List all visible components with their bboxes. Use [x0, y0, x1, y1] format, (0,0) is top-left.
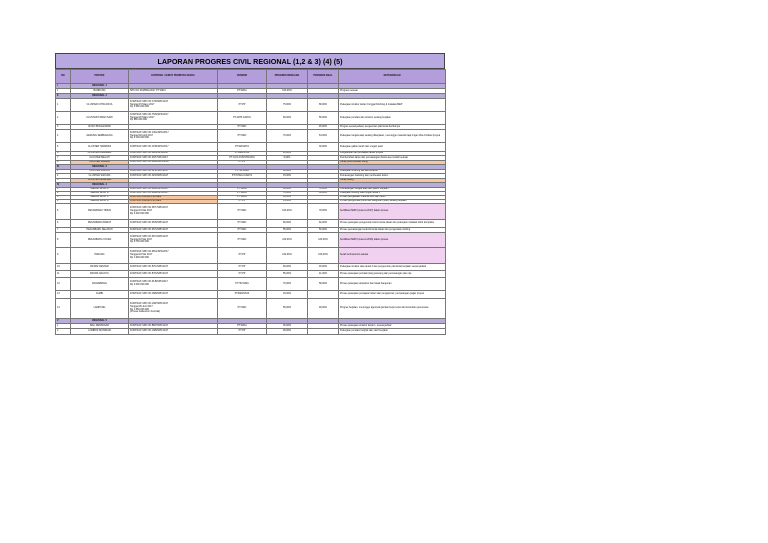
- cell-progres-real: [308, 329, 339, 335]
- cell-keterangan: Pekerjaan dinding bata ringan lantai 2: [339, 192, 446, 196]
- cell-no: I: [56, 84, 71, 89]
- cell-keterangan: Proses pekerjaan struktur lantai 1, sesuai jadwal: [339, 324, 446, 329]
- cell-keterangan: Proses pengadaan material besi dan beton: [339, 196, 446, 200]
- cell-keterangan: Proses pemasangan keramik lantai dasar dan pengecatan dinding: [339, 228, 446, 233]
- cell-kontrak: KONTRAK SPK NO.LMP/SPK/2017 Tanggal 05 Juni 2017 Rp 1.650.000.000 (Proses Addendum Kontrak): [129, 299, 218, 319]
- cell-vendor: PT.NRC: [218, 125, 267, 130]
- cell-proyek: CLUSTER CITRA RAYA: [71, 99, 129, 112]
- cell-proyek: REGIONAL 1: [71, 84, 129, 89]
- cell-progres-real: 48,00%: [308, 299, 339, 319]
- cell-kontrak: KONTRAK SPK NO.PKU/SPK/2017 Tanggal 18 Mei 2017 Rp 2.750.000.000: [129, 233, 218, 248]
- cell-progres-rencana: 15,00%: [267, 174, 308, 179]
- cell-kontrak: KONTRAK SPK NO.BTN/SPK/2017: [129, 271, 218, 278]
- cell-proyek: MEDAN BLOK D: [71, 200, 129, 204]
- cell-kontrak: KONTRAK SPK NO.ANG/SPK/2017: [129, 152, 218, 156]
- column-header-proyek: PROYEK: [71, 70, 129, 84]
- cell-vendor: PT.PP: [218, 161, 267, 165]
- cell-progres-real: 78,00%: [308, 188, 339, 192]
- cell-vendor: PT.PP: [218, 200, 267, 204]
- cell-proyek: PEKANBARU TIMUR: [71, 204, 129, 220]
- header-row: [56, 70, 446, 84]
- cell-vendor: PT.WIKA: [218, 89, 267, 94]
- cell-proyek: BALI DENPASAR: [71, 324, 129, 329]
- table-row: [56, 264, 446, 271]
- table-row: [56, 99, 446, 112]
- cell-no: 8: [56, 161, 71, 165]
- cell-keterangan: Proses pekerjaan arsitektur dan fasad bangunan: [339, 278, 446, 291]
- cell-progres-rencana: 9,00%: [267, 156, 308, 161]
- cell-kontrak: KONTRAK SPK NO.GSG/SPK/2017 Tanggal 02 April 2017 Rp 2.100.000.000: [129, 130, 218, 143]
- column-header-vendor: VENDOR: [218, 70, 267, 84]
- cell-progres-rencana: 36,00%: [267, 324, 308, 329]
- cell-progres-real: 64,00%: [308, 130, 339, 143]
- table-row: [56, 233, 446, 248]
- cell-proyek: PEKANBARU UTARA: [71, 233, 129, 248]
- cell-progres-rencana: 100,00%: [267, 248, 308, 264]
- cell-progres-rencana: 100,00%: [267, 233, 308, 248]
- cell-proyek: JAMBI: [71, 291, 129, 299]
- cell-keterangan: Pekerjaan pondasi dan struktur sedang berjalan: [339, 112, 446, 125]
- cell-proyek: LAMPUNG: [71, 299, 129, 319]
- table-row: [56, 143, 446, 152]
- cell-proyek: MEDAN BLOK B: [71, 192, 129, 196]
- cell-kontrak: KONTRAK SPK NO.CHR/SPK/2017: [129, 143, 218, 152]
- cell-vendor: PT.HUTAMA: [218, 170, 267, 174]
- cell-progres-rencana: 100,00%: [267, 89, 308, 94]
- cell-proyek: REGIONAL 3: [71, 165, 129, 170]
- cell-no: 8: [56, 233, 71, 248]
- cell-no: 1: [56, 324, 71, 329]
- cell-proyek: RUKO BOULEVARD: [71, 125, 129, 130]
- cell-kontrak: KONTRAK SPK NO.JMB/SPK/2017: [129, 291, 218, 299]
- cell-keterangan: Pekerjaan struktur atas lantai 3 dan pengecoran plat lantai berjalan sesuai jadwal: [339, 264, 446, 271]
- cell-keterangan: Pemasangan rangka atap dan plafon berjalan: [339, 188, 446, 192]
- table-row: [56, 271, 446, 278]
- cell-keterangan: Pekerjaan galian tanah dan urugan pasir: [339, 143, 446, 152]
- cell-proyek: BATAM NAGOYA: [71, 271, 129, 278]
- spreadsheet: [55, 53, 445, 335]
- cell-keterangan: Proses pengurusan perizinan bangunan (IMB) sedang berjalan: [339, 200, 446, 204]
- cell-progres-rencana: 15,00%: [267, 200, 308, 204]
- cell-kontrak: KONTRAK SPK NO.PLB/SPK/2017 Rp 2.000.000.000: [129, 278, 218, 291]
- cell-progres-rencana: 100,00%: [267, 204, 308, 220]
- cell-proyek: PADANG: [71, 248, 129, 264]
- cell-vendor: PT.WIKA: [218, 188, 267, 192]
- column-header-progres-rencana: PROGRES RENCANA: [267, 70, 308, 84]
- cell-proyek: CLUSTER MELATI: [71, 156, 129, 161]
- cell-keterangan: Proses pekerjaan pengecoran kolom lantai dasar dan pekerjaan instalasi listrik kompleks: [339, 220, 446, 228]
- cell-vendor: PT.ISTAKA KARYA: [218, 174, 267, 179]
- cell-no: 4: [56, 130, 71, 143]
- cell-progres-real: 62,00%: [308, 220, 339, 228]
- cell-kontrak: SPK NO.234/BDG/2017 PT.WIKA: [129, 89, 218, 94]
- table-row: [56, 248, 446, 264]
- cell-no: 1: [56, 89, 71, 94]
- cell-no: 6: [56, 220, 71, 228]
- cell-no: 14: [56, 299, 71, 319]
- cell-proyek: PEKANBARU SELATAN: [71, 228, 129, 233]
- cell-vendor: PT.PP: [218, 329, 267, 335]
- cell-no: 3: [56, 125, 71, 130]
- cell-proyek: REGIONAL 2: [71, 94, 129, 99]
- cell-keterangan: Sertifikasi SMK3 (Lisensi 2017) dalam proses: [339, 204, 446, 220]
- table-row: [56, 278, 446, 291]
- cell-vendor: PT.HUTAMA: [218, 278, 267, 291]
- column-header-kontrak: KONTRAK / SURAT PERINTAH KERJA: [129, 70, 218, 84]
- cell-keterangan: Tahap lelang: [339, 179, 446, 183]
- cell-progres-real: 68,00%: [308, 99, 339, 112]
- cell-kontrak: KONTRAK SPK NO.BTC/SPK/2017: [129, 264, 218, 271]
- cell-proyek: CLUSTER DAHLIA: [71, 170, 129, 174]
- cell-vendor: PT.ADHI KARYA: [218, 112, 267, 125]
- cell-progres-real: 100,00%: [308, 248, 339, 264]
- cell-no: 11: [56, 271, 71, 278]
- cell-keterangan: Tahap perencanaan ulang: [339, 161, 446, 165]
- cell-vendor: PT.NRC: [218, 204, 267, 220]
- cell-vendor: PT.PP: [218, 248, 267, 264]
- cell-keterangan: Pekerjaan rangka atap sedang dikerjakan, menunggu material baja ringan tiba di lokasi proyek: [339, 130, 446, 143]
- cell-keterangan: Proses pekerjaan persiapan lahan dan pengukuran, pemasangan pagar proyek: [339, 291, 446, 299]
- cell-progres-rencana: 55,00%: [267, 228, 308, 233]
- cell-progres-rencana: 75,00%: [267, 99, 308, 112]
- cell-keterangan: Pekerjaan struktur lantai 2 tinggal finishing & instalasi MEP: [339, 99, 446, 112]
- cell-proyek: CLUSTER MAWAR: [71, 161, 129, 165]
- cell-kontrak: KONTRAK DALAM PROSES: [129, 200, 218, 204]
- cell-proyek: REGIONAL 4: [71, 183, 129, 188]
- cell-progres-rencana: 55,00%: [267, 271, 308, 278]
- cell-no: 3: [56, 196, 71, 200]
- cell-progres-real: 45,00%: [308, 264, 339, 271]
- cell-kontrak: KONTRAK SPK NO.PKB/SPK/2017: [129, 220, 218, 228]
- cell-no: 2: [56, 192, 71, 196]
- cell-progres-real: 45,00%: [308, 125, 339, 130]
- cell-keterangan: Progres sesuai jadwal, pengecoran plat lantai berikutnya: [339, 125, 446, 130]
- cell-kontrak: KONTRAK SPK NO.PDG/SPK/2017 Tanggal 22 Mei 2017 Rp 1.900.000.000: [129, 248, 218, 264]
- table-body: [56, 70, 446, 335]
- cell-keterangan: Proses pekerjaan pondasi tiang pancang dan pemasangan pile cap: [339, 271, 446, 278]
- table-row: [56, 329, 446, 335]
- report-title: LAPORAN PROGRES CIVIL REGIONAL (1,2 & 3) (4) (5): [55, 53, 445, 69]
- cell-proyek: CLUSTER HARMONI: [71, 143, 129, 152]
- cell-proyek: REGIONAL 5: [71, 319, 129, 324]
- cell-progres-rencana: 66,00%: [267, 220, 308, 228]
- cell-vendor: PT.NRC: [218, 220, 267, 228]
- cell-progres-real: 58,00%: [308, 278, 339, 291]
- cell-no: 10: [56, 264, 71, 271]
- cell-no: II: [56, 94, 71, 99]
- cell-no: 13: [56, 291, 71, 299]
- cell-progres-rencana: 40,00%: [267, 196, 308, 200]
- cell-no: 5: [56, 143, 71, 152]
- cell-progres-rencana: 28,00%: [267, 329, 308, 335]
- cell-vendor: PT.BRANTAS: [218, 152, 267, 156]
- cell-kontrak: KONTRAK SPK NO.TMS/SPK/2017 Tanggal 20 Maret 2017 Rp 980.000.000: [129, 112, 218, 125]
- table-row: [56, 291, 446, 299]
- cell-keterangan: Progres berjalan, menunggu approval gambar kerja revisi dari konsultan perencana: [339, 299, 446, 319]
- cell-proyek: CLUSTER SAKURA: [71, 174, 129, 179]
- cell-progres-rencana: 70,00%: [267, 192, 308, 196]
- cell-kontrak: KONTRAK SPK NO.MDA/SPK/2017: [129, 188, 218, 192]
- cell-keterangan: Pemasangan bekisting dan pembesian kolom: [339, 174, 446, 179]
- cell-progres-rencana: 15,00%: [267, 291, 308, 299]
- cell-keterangan: Pengukuran dan persiapan lahan proyek: [339, 152, 446, 156]
- cell-kontrak: KONTRAK SPK NO.MLT/SPK/2017: [129, 156, 218, 161]
- cell-progres-rencana: 85,00%: [267, 188, 308, 192]
- cell-proyek: PALEMBANG: [71, 278, 129, 291]
- cell-progres-real: 50,00%: [308, 228, 339, 233]
- cell-kontrak: KONTRAK SPK NO.LMB/SPK/2017: [129, 329, 218, 335]
- cell-no: 9: [56, 248, 71, 264]
- progress-table: [55, 69, 446, 335]
- cell-vendor: PT.JAYA KONSTRUKSI: [218, 156, 267, 161]
- cell-progres-rencana: 60,00%: [267, 264, 308, 271]
- cell-kontrak: KONTRAK SPK NO.SKR/SPK/2017: [129, 174, 218, 179]
- cell-vendor: PT.PP: [218, 271, 267, 278]
- cell-no: 4: [56, 200, 71, 204]
- cell-kontrak: KONTRAK SPK NO.DHL/SPK/2017: [129, 170, 218, 174]
- cell-no: 2: [56, 112, 71, 125]
- cell-keterangan: Progress selesai: [339, 89, 446, 94]
- column-header-no: NO: [56, 70, 71, 84]
- cell-progres-real: 41,00%: [308, 271, 339, 278]
- cell-vendor: PT.NRC: [218, 130, 267, 143]
- cell-no: 1: [56, 188, 71, 192]
- cell-kontrak: KONTRAK DALAM PROSES: [129, 196, 218, 200]
- cell-progres-rencana: 88,00%: [267, 170, 308, 174]
- cell-no: IV: [56, 183, 71, 188]
- cell-no: 6: [56, 152, 71, 156]
- cell-progres-real: 30,00%: [308, 143, 339, 152]
- cell-no: 7: [56, 156, 71, 161]
- cell-keterangan: Pekerjaan pondasi footplat dan sloof berjalan: [339, 329, 446, 335]
- cell-no: 2: [56, 329, 71, 335]
- table-row: [56, 130, 446, 143]
- cell-proyek: MEDAN BLOK A: [71, 188, 129, 192]
- cell-keterangan: Pekerjaan finishing cat dan keramik: [339, 170, 446, 174]
- cell-proyek: LOMBOK MATARAM: [71, 329, 129, 335]
- cell-vendor: PT.NRC: [218, 299, 267, 319]
- cell-kontrak: KONTRAK SPK NO.CTR/SPK/2017 Tanggal 15 Maret 2017 Rp 1.250.000.000: [129, 99, 218, 112]
- cell-vendor: PT.PP: [218, 264, 267, 271]
- cell-no: 12: [56, 278, 71, 291]
- cell-proyek: MEDAN BLOK C: [71, 196, 129, 200]
- table-row: [56, 299, 446, 319]
- cell-kontrak: KONTRAK SPK NO.MDB/SPK/2017: [129, 192, 218, 196]
- cell-no: 2: [56, 174, 71, 179]
- cell-keterangan: Pembersihan lahan dan pemasangan direksi keet sudah selesai: [339, 156, 446, 161]
- cell-progres-real: 78,00%: [308, 204, 339, 220]
- cell-proyek: CLUSTER KENANGA: [71, 179, 129, 183]
- cell-proyek: CLUSTER ANGGREK: [71, 152, 129, 156]
- cell-no: 7: [56, 228, 71, 233]
- cell-proyek: BATAM CENTER: [71, 264, 129, 271]
- cell-vendor: PT.NRC: [218, 233, 267, 248]
- cell-keterangan: Serah terima kunci selesai: [339, 248, 446, 264]
- cell-progres-real: 55,00%: [308, 112, 339, 125]
- cell-vendor: PT.NRC: [218, 228, 267, 233]
- cell-kontrak: KONTRAK SPK NO.BDP/SPK/2017: [129, 324, 218, 329]
- cell-vendor: PT.BRANTAS: [218, 291, 267, 299]
- cell-vendor: PT.WIKA: [218, 192, 267, 196]
- table-row: [56, 204, 446, 220]
- cell-vendor: PT.WASKITA: [218, 143, 267, 152]
- cell-progres-rencana: 70,00%: [267, 278, 308, 291]
- cell-progres-rencana: [267, 143, 308, 152]
- cell-no: 5: [56, 204, 71, 220]
- cell-progres-rencana: 10,00%: [267, 152, 308, 156]
- cell-proyek: BANDUNG: [71, 89, 129, 94]
- cell-kontrak: KONTRAK SPK NO.PKS/SPK/2017: [129, 228, 218, 233]
- cell-progres-real: 66,00%: [308, 192, 339, 196]
- cell-vendor: PT.PP: [218, 99, 267, 112]
- cell-no: III: [56, 165, 71, 170]
- cell-progres-rencana: 70,00%: [267, 130, 308, 143]
- column-header-progres-real: PROGRES REAL: [308, 70, 339, 84]
- cell-no: 3: [56, 179, 71, 183]
- cell-keterangan: Sertifikasi SMK3 (Lisensi 2016) dalam proses: [339, 233, 446, 248]
- cell-no: 1: [56, 170, 71, 174]
- cell-progres-rencana: 56,00%: [267, 299, 308, 319]
- column-header-keterangan: KETERANGAN: [339, 70, 446, 84]
- cell-progres-rencana: 60,00%: [267, 112, 308, 125]
- cell-kontrak: KONTRAK SPK NO.PKT/SPK/2017 Tanggal 10 Mei 2017 Rp 3.400.000.000: [129, 204, 218, 220]
- cell-vendor: PT.WIKA: [218, 324, 267, 329]
- table-row: [56, 112, 446, 125]
- cell-progres-real: 100,00%: [308, 233, 339, 248]
- cell-vendor: PT.WIKA: [218, 196, 267, 200]
- cell-kontrak: KONTRAK SPK NO.MWR/SPK/2017: [129, 161, 218, 165]
- cell-no: V: [56, 319, 71, 324]
- cell-proyek: GEDUNG SERBAGUNA: [71, 130, 129, 143]
- cell-progres-real: [308, 291, 339, 299]
- cell-proyek: CLUSTER TAMAN SARI: [71, 112, 129, 125]
- cell-proyek: PEKANBARU BARAT: [71, 220, 129, 228]
- cell-no: 1: [56, 99, 71, 112]
- table-row: [56, 220, 446, 228]
